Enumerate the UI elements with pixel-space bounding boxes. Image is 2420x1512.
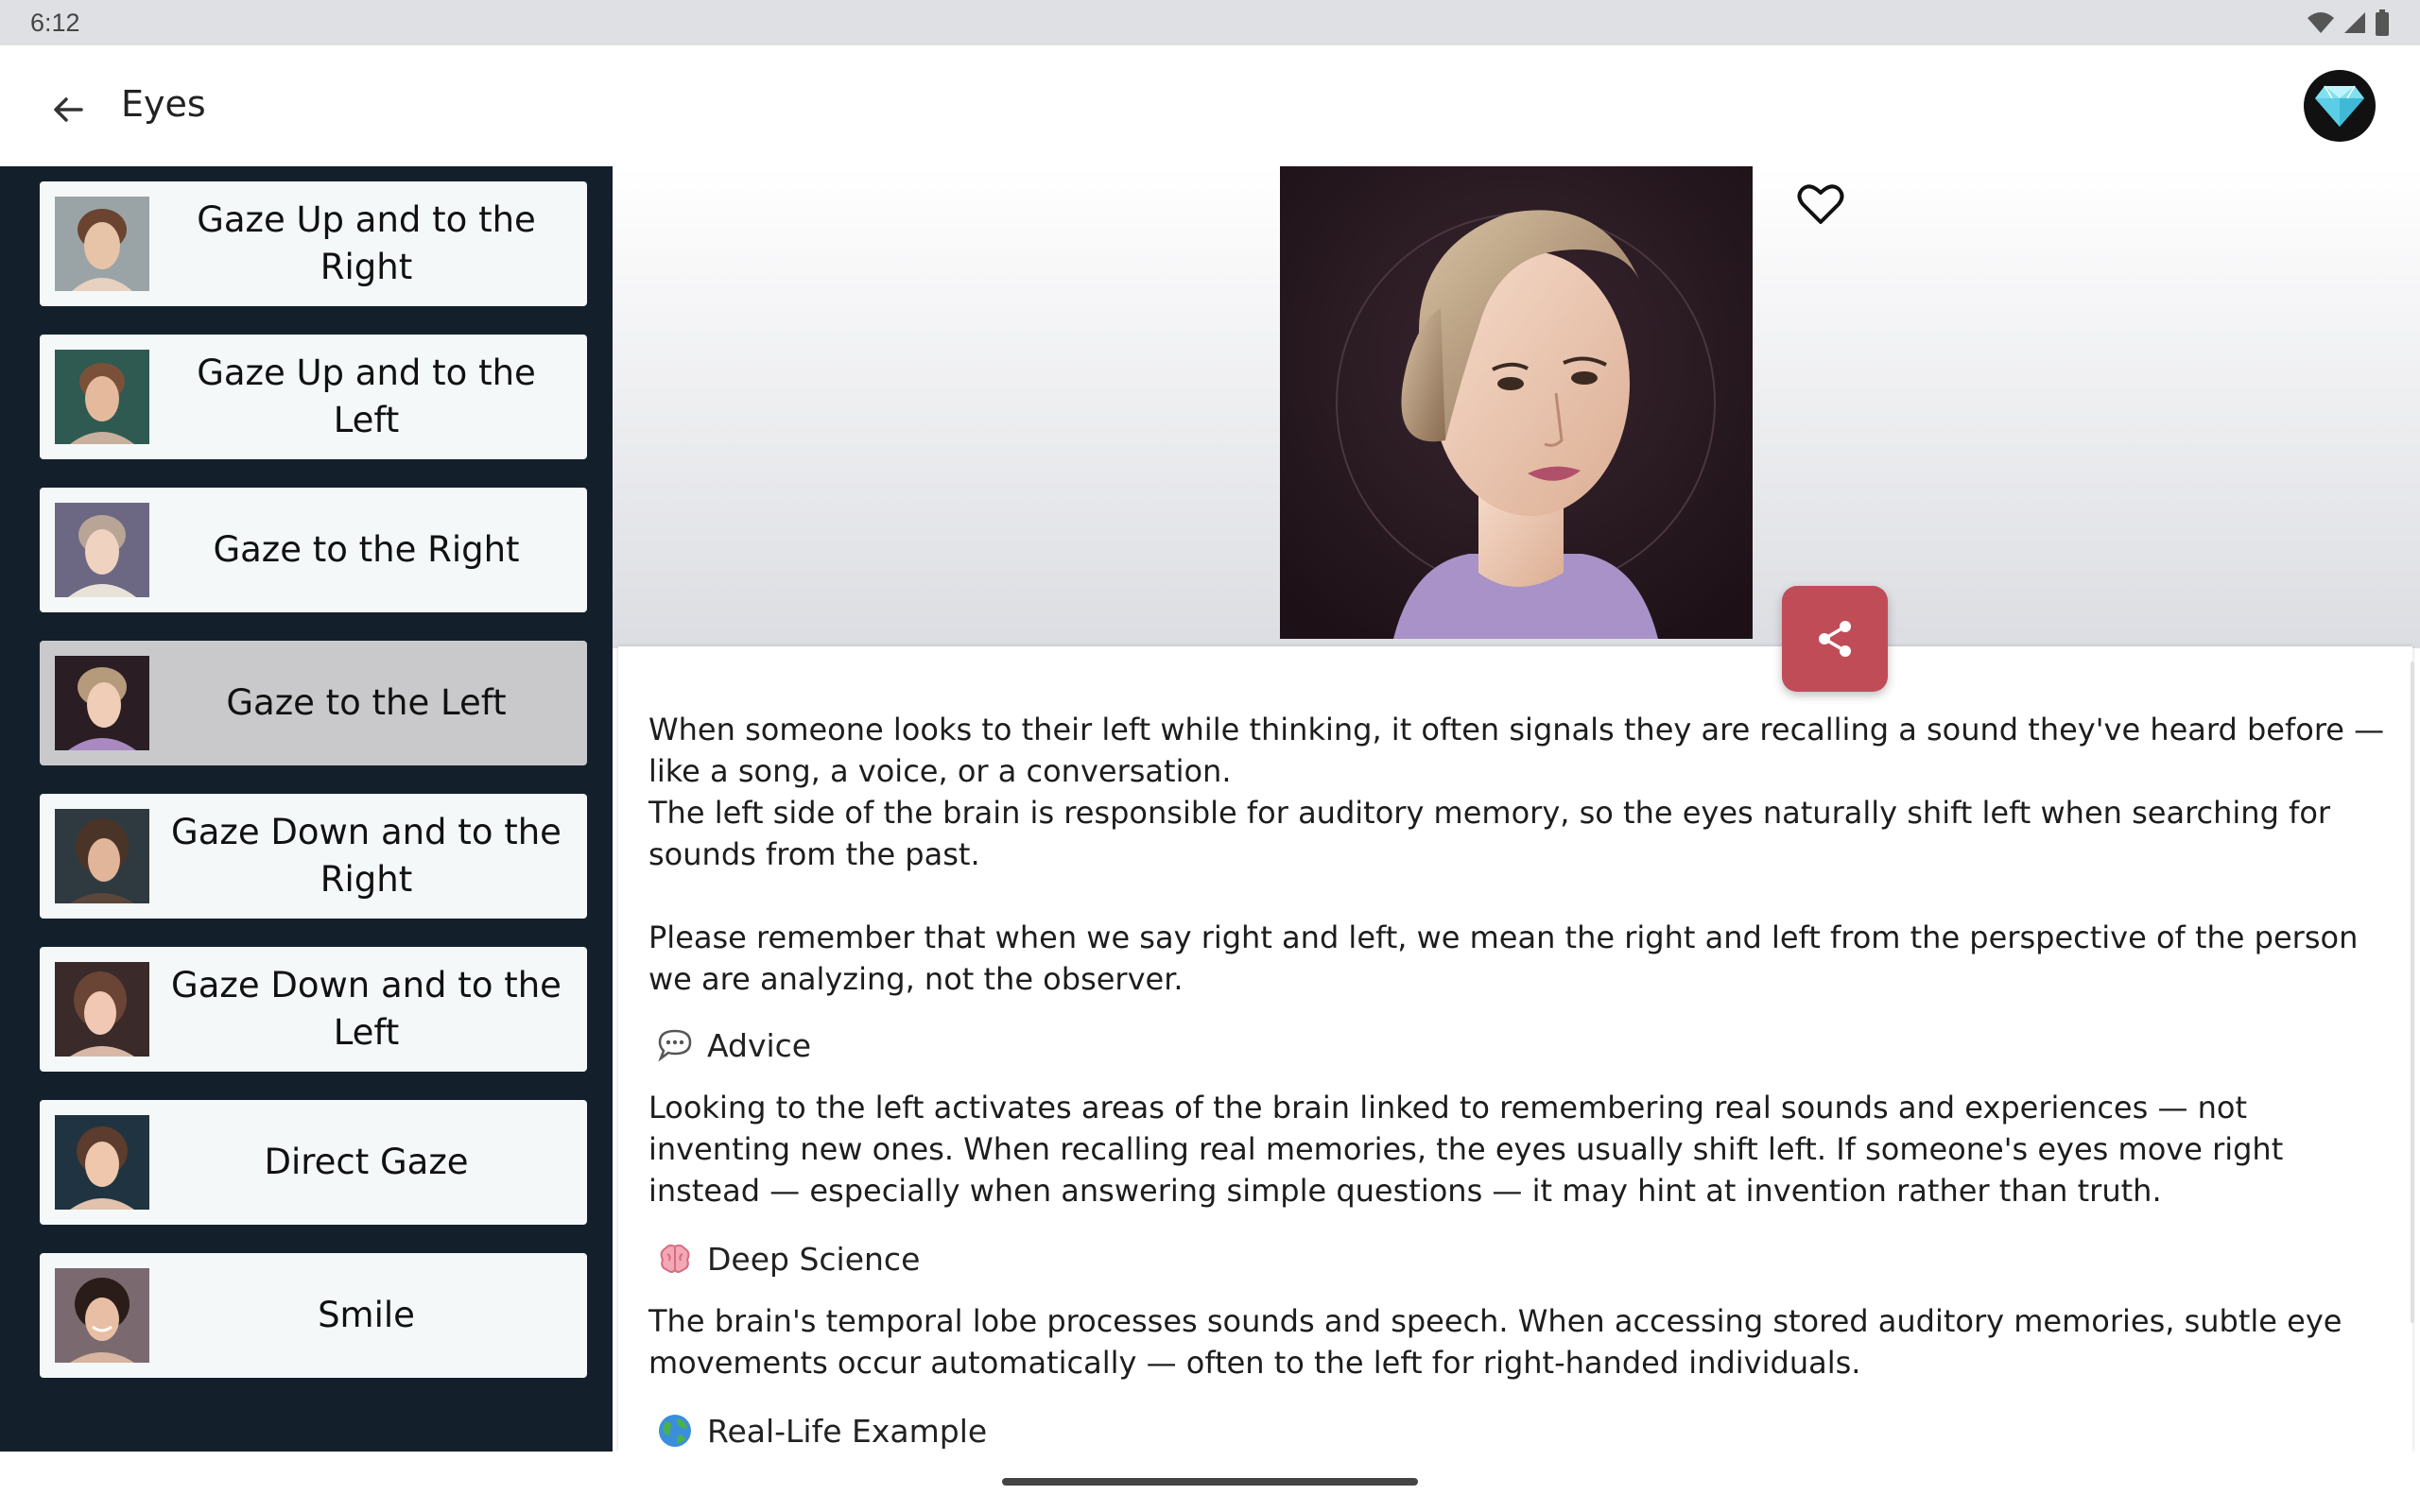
premium-button[interactable] xyxy=(2304,70,2376,142)
app-bar xyxy=(0,45,2420,166)
status-bar xyxy=(0,0,2420,45)
brain-icon xyxy=(656,1240,694,1278)
thumbnail-image xyxy=(55,503,149,597)
sidebar-item-gaze-right[interactable] xyxy=(40,488,587,612)
thumbnail-image xyxy=(55,656,149,750)
share-button[interactable] xyxy=(1782,586,1888,692)
sidebar-item-label: Gaze to the Right xyxy=(213,529,520,570)
signal-icon xyxy=(2342,10,2367,35)
section-title: Deep Science xyxy=(707,1240,921,1278)
sidebar-item-label: Gaze Down and to the Right xyxy=(171,812,562,900)
home-indicator[interactable] xyxy=(1002,1478,1418,1486)
thumbnail-image xyxy=(55,197,149,291)
page-title: Eyes xyxy=(121,83,206,125)
section-deep-science-body: The brain's temporal lobe processes sounds and speech. When accessing stored auditory memories, subtle eye movements occur automatically — often to the left for right-handed individuals. xyxy=(648,1303,2342,1381)
section-title: Real-Life Example xyxy=(707,1412,988,1450)
globe-icon xyxy=(656,1412,694,1450)
section-real-life-header xyxy=(656,1412,987,1450)
sidebar-item-direct-gaze[interactable] xyxy=(40,1100,587,1225)
thumbnail-image xyxy=(55,1268,149,1363)
sidebar-item-gaze-up-right[interactable] xyxy=(40,181,587,306)
share-icon xyxy=(1814,618,1856,660)
section-deep-science-header xyxy=(656,1240,920,1278)
sidebar-item-label: Direct Gaze xyxy=(264,1142,469,1182)
section-title: Advice xyxy=(707,1026,812,1064)
perspective-note: Please remember that when we say right and left, we mean the right and left from the perspective of the person we are analyzing, not the observer. xyxy=(648,919,2359,997)
diamond-icon xyxy=(2313,82,2366,129)
sidebar-item-label: Gaze to the Left xyxy=(226,682,507,723)
favorite-button[interactable] xyxy=(1794,178,1847,231)
thumbnail-image xyxy=(55,809,149,903)
sidebar-item-label: Gaze Up and to the Right xyxy=(197,199,536,287)
thumbnail-image xyxy=(55,1115,149,1210)
speech-bubble-icon xyxy=(656,1026,694,1064)
scrollbar[interactable] xyxy=(2411,662,2414,1323)
sidebar-item-gaze-down-left[interactable] xyxy=(40,947,587,1072)
sidebar-item-gaze-up-left[interactable] xyxy=(40,335,587,459)
status-icons xyxy=(2307,9,2390,36)
back-button[interactable] xyxy=(42,83,95,136)
intro-text-1: When someone looks to their left while thinking, it often signals they are recalling a sound they've heard before — like a song, a voice, or a conversation. xyxy=(648,712,2385,789)
section-advice-header xyxy=(656,1026,811,1064)
sidebar-item-gaze-left[interactable] xyxy=(40,641,587,765)
thumbnail-image xyxy=(55,962,149,1057)
description-card xyxy=(618,646,2412,1452)
sidebar xyxy=(0,166,613,1452)
sidebar-item-label: Gaze Up and to the Left xyxy=(197,352,536,440)
section-advice-body: Looking to the left activates areas of the brain linked to remembering real sounds and experiences — not inventing new ones. When recalling real memories, the eyes usually shift left. If someone's eyes move right instead — especially when answering simple questions — it may hint at invention rather than truth. xyxy=(648,1090,2284,1209)
sidebar-item-smile[interactable] xyxy=(40,1253,587,1378)
intro-text-2: The left side of the brain is responsible for auditory memory, so the eyes naturally shift left when searching for sounds from the past. xyxy=(648,795,2331,872)
thumbnail-image xyxy=(55,350,149,444)
sidebar-item-label: Smile xyxy=(318,1295,415,1335)
wifi-icon xyxy=(2307,10,2335,35)
heart-outline-icon xyxy=(1797,182,1844,226)
sidebar-item-label: Gaze Down and to the Left xyxy=(171,965,562,1053)
status-time: 6:12 xyxy=(30,8,80,37)
hero-image xyxy=(1280,166,1753,639)
sidebar-item-gaze-down-right[interactable] xyxy=(40,794,587,919)
battery-icon xyxy=(2375,9,2390,36)
arrow-left-icon xyxy=(49,91,87,129)
